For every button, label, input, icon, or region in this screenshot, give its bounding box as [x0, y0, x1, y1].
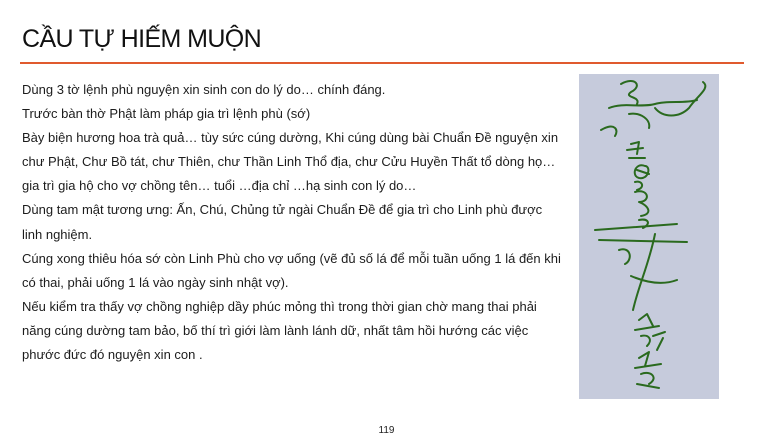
- talisman-drawing: [579, 74, 719, 399]
- page-number: 119: [378, 425, 395, 436]
- title-divider: [20, 62, 744, 64]
- talisman-image: [579, 74, 719, 399]
- body-text: [22, 78, 562, 367]
- slide-title: CẦU TỰ HIẾM MUỘN: [22, 25, 262, 53]
- paragraph: Dùng 3 tờ lệnh phù nguyện xin sinh con do lý do… chính đáng.: [22, 82, 386, 97]
- paragraph: Dùng tam mật tương ưng: Ấn, Chú, Chủng tử ngài Chuẩn Đề để gia trì cho Linh phù được linh nghiệm.: [22, 202, 543, 242]
- paragraph: Cúng xong thiêu hóa sớ còn Linh Phù cho vợ uống (vẽ đủ số lá để mỗi tuần uống 1 lá đến khi có thai, phải uống 1 lá vào ngày sinh nhật vợ).: [22, 250, 561, 290]
- paragraph: Nếu kiểm tra thấy vợ chồng nghiệp dầy phúc mỏng thì trong thời gian chờ mang thai phải năng cúng dường tam bảo, bố thí trì giới làm lành lánh dữ, nhất tâm hồi hướng các việc phước đức đó nguyện xin con .: [22, 298, 537, 363]
- paragraph: Trước bàn thờ Phật làm pháp gia trì lệnh phù (sớ): [22, 106, 311, 122]
- paragraph: Bày biện hương hoa trà quả… tùy sức cúng dường, Khi cúng dùng bài Chuẩn Đề nguyện xin chư Phật, Chư Bồ tát, chư Thiên, chư Thần Linh Thổ địa, chư Cửu Huyền Thất tổ dòng họ… gia trì gia hộ cho vợ chồng tên… tuổi …địa chỉ …hạ sinh con lý do…: [22, 130, 559, 194]
